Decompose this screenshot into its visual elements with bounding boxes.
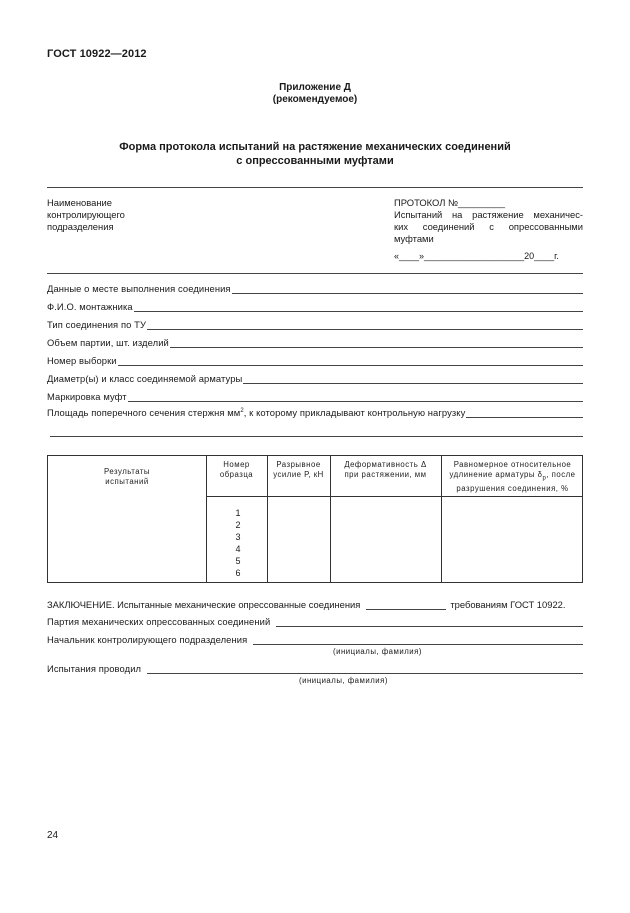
- organization-label-line1: Наименование: [47, 197, 112, 208]
- field-installer-label: Ф.И.О. монтажника: [47, 301, 133, 312]
- field-batch-volume-line[interactable]: [170, 338, 583, 348]
- field-head-label: Начальник контролирующего подразделения: [47, 634, 248, 645]
- field-head-line[interactable]: [253, 635, 583, 645]
- th-elongation-line3: разрушения соединения, %: [456, 483, 569, 493]
- field-batch[interactable]: [47, 616, 583, 627]
- field-batch-volume[interactable]: [47, 337, 583, 348]
- protocol-block: [394, 197, 583, 262]
- th-sample-line1: Номер: [223, 460, 250, 469]
- appendix-title: Приложение Д: [279, 82, 351, 93]
- protocol-desc-line1: Испытаний на растяжение механичес-: [394, 209, 583, 220]
- area-sup: 2: [240, 407, 244, 414]
- table-row-number: 4: [235, 544, 241, 554]
- field-coupler-marking-label: Маркировка муфт: [47, 391, 127, 402]
- area-text-end: , к которому прикладывают контрольную нагрузку: [243, 407, 466, 418]
- top-rule: [47, 187, 583, 188]
- field-connection-type-line[interactable]: [147, 320, 583, 330]
- th-results-line2: испытаний: [105, 477, 149, 486]
- th-elongation-line2a: удлинение арматуры δ: [449, 470, 543, 479]
- th-results: [48, 467, 206, 487]
- field-tester[interactable]: [47, 663, 583, 674]
- conclusion-suffix: требованиям ГОСТ 10922.: [450, 599, 566, 610]
- initials-hint-tester: (инициалы, фамилия): [299, 676, 388, 685]
- field-rebar-diameter[interactable]: [47, 373, 583, 384]
- conclusion-line: [47, 599, 583, 610]
- protocol-desc-line3: муфтами: [394, 233, 434, 244]
- table-row-number: 1: [235, 508, 241, 518]
- field-location-line[interactable]: [232, 284, 583, 294]
- field-area-line[interactable]: [466, 408, 583, 418]
- organization-label: [47, 197, 125, 233]
- th-breaking-force: [267, 460, 330, 480]
- field-area-label: [47, 407, 465, 418]
- field-connection-type-label: Тип соединения по ТУ: [47, 319, 147, 330]
- th-elongation-sub: р: [542, 475, 547, 482]
- field-coupler-marking[interactable]: [47, 391, 583, 402]
- th-sample-line2: образца: [219, 470, 254, 479]
- table-row-number: 6: [235, 568, 241, 578]
- protocol-number: ПРОТОКОЛ №_________: [394, 197, 505, 208]
- field-batch-volume-label: Объем партии, шт. изделий: [47, 337, 169, 348]
- initials-hint-head: (инициалы, фамилия): [333, 647, 422, 656]
- conclusion-prefix: ЗАКЛЮЧЕНИЕ. Испытанные механические опрессованные соединения: [47, 599, 361, 610]
- field-sample-number-label: Номер выборки: [47, 355, 117, 366]
- table-row-number: 2: [235, 520, 241, 530]
- th-deformation: [330, 460, 441, 480]
- area-text: Площадь поперечного сечения стержня мм: [47, 407, 241, 418]
- organization-label-line2: контролирующего: [47, 209, 125, 220]
- form-title-line1: Форма протокола испытаний на растяжение механических соединений: [119, 141, 511, 153]
- conclusion-blank[interactable]: [366, 600, 446, 610]
- th-force-line1: Разрывное: [276, 460, 321, 469]
- field-installer-line[interactable]: [134, 302, 583, 312]
- field-batch-label: Партия механических опрессованных соединений: [47, 616, 271, 627]
- th-elongation: [441, 460, 584, 494]
- field-location-label: Данные о месте выполнения соединения: [47, 283, 231, 294]
- field-cross-section-area[interactable]: [47, 407, 583, 418]
- form-title-line2: с опрессованными муфтами: [236, 155, 394, 167]
- document-code: ГОСТ 10922—2012: [47, 48, 147, 60]
- th-elongation-line1: Равномерное относительное: [453, 460, 572, 469]
- th-elongation-line2b: , после: [546, 470, 576, 479]
- protocol-date: «____»____________________20____г.: [394, 251, 559, 261]
- results-table: [47, 455, 583, 583]
- th-deformation-line1: Деформативность Δ: [344, 460, 427, 469]
- th-sample-number: [206, 460, 267, 480]
- field-rebar-diameter-label: Диаметр(ы) и класс соединяемой арматуры: [47, 373, 243, 384]
- field-tester-line[interactable]: [147, 664, 583, 674]
- form-title: [0, 140, 630, 168]
- organization-label-line3: подразделения: [47, 221, 114, 232]
- field-installer-name[interactable]: [47, 301, 583, 312]
- field-area-extra-line[interactable]: [50, 436, 583, 437]
- field-head-of-department[interactable]: [47, 634, 583, 645]
- field-connection-type[interactable]: [47, 319, 583, 330]
- field-tester-label: Испытания проводил: [47, 663, 142, 674]
- table-header-divider: [206, 496, 582, 497]
- rule-below-header: [47, 273, 583, 274]
- field-rebar-diameter-line[interactable]: [243, 374, 583, 384]
- protocol-desc-line2: ких соединений с опрессованными: [394, 221, 583, 232]
- appendix-note: (рекомендуемое): [272, 94, 358, 105]
- field-batch-line[interactable]: [276, 617, 583, 627]
- table-row-number: 5: [235, 556, 241, 566]
- field-sample-number[interactable]: [47, 355, 583, 366]
- th-elongation-line2: [441, 470, 584, 484]
- page-number: 24: [47, 830, 59, 841]
- field-coupler-marking-line[interactable]: [128, 392, 583, 402]
- field-sample-number-line[interactable]: [118, 356, 583, 366]
- th-force-line2: усилие Р, кН: [273, 470, 324, 479]
- th-results-line1: Результаты: [103, 467, 151, 476]
- table-row-number: 3: [235, 532, 241, 542]
- th-deformation-line2: при растяжении, мм: [344, 470, 427, 479]
- field-location[interactable]: [47, 283, 583, 294]
